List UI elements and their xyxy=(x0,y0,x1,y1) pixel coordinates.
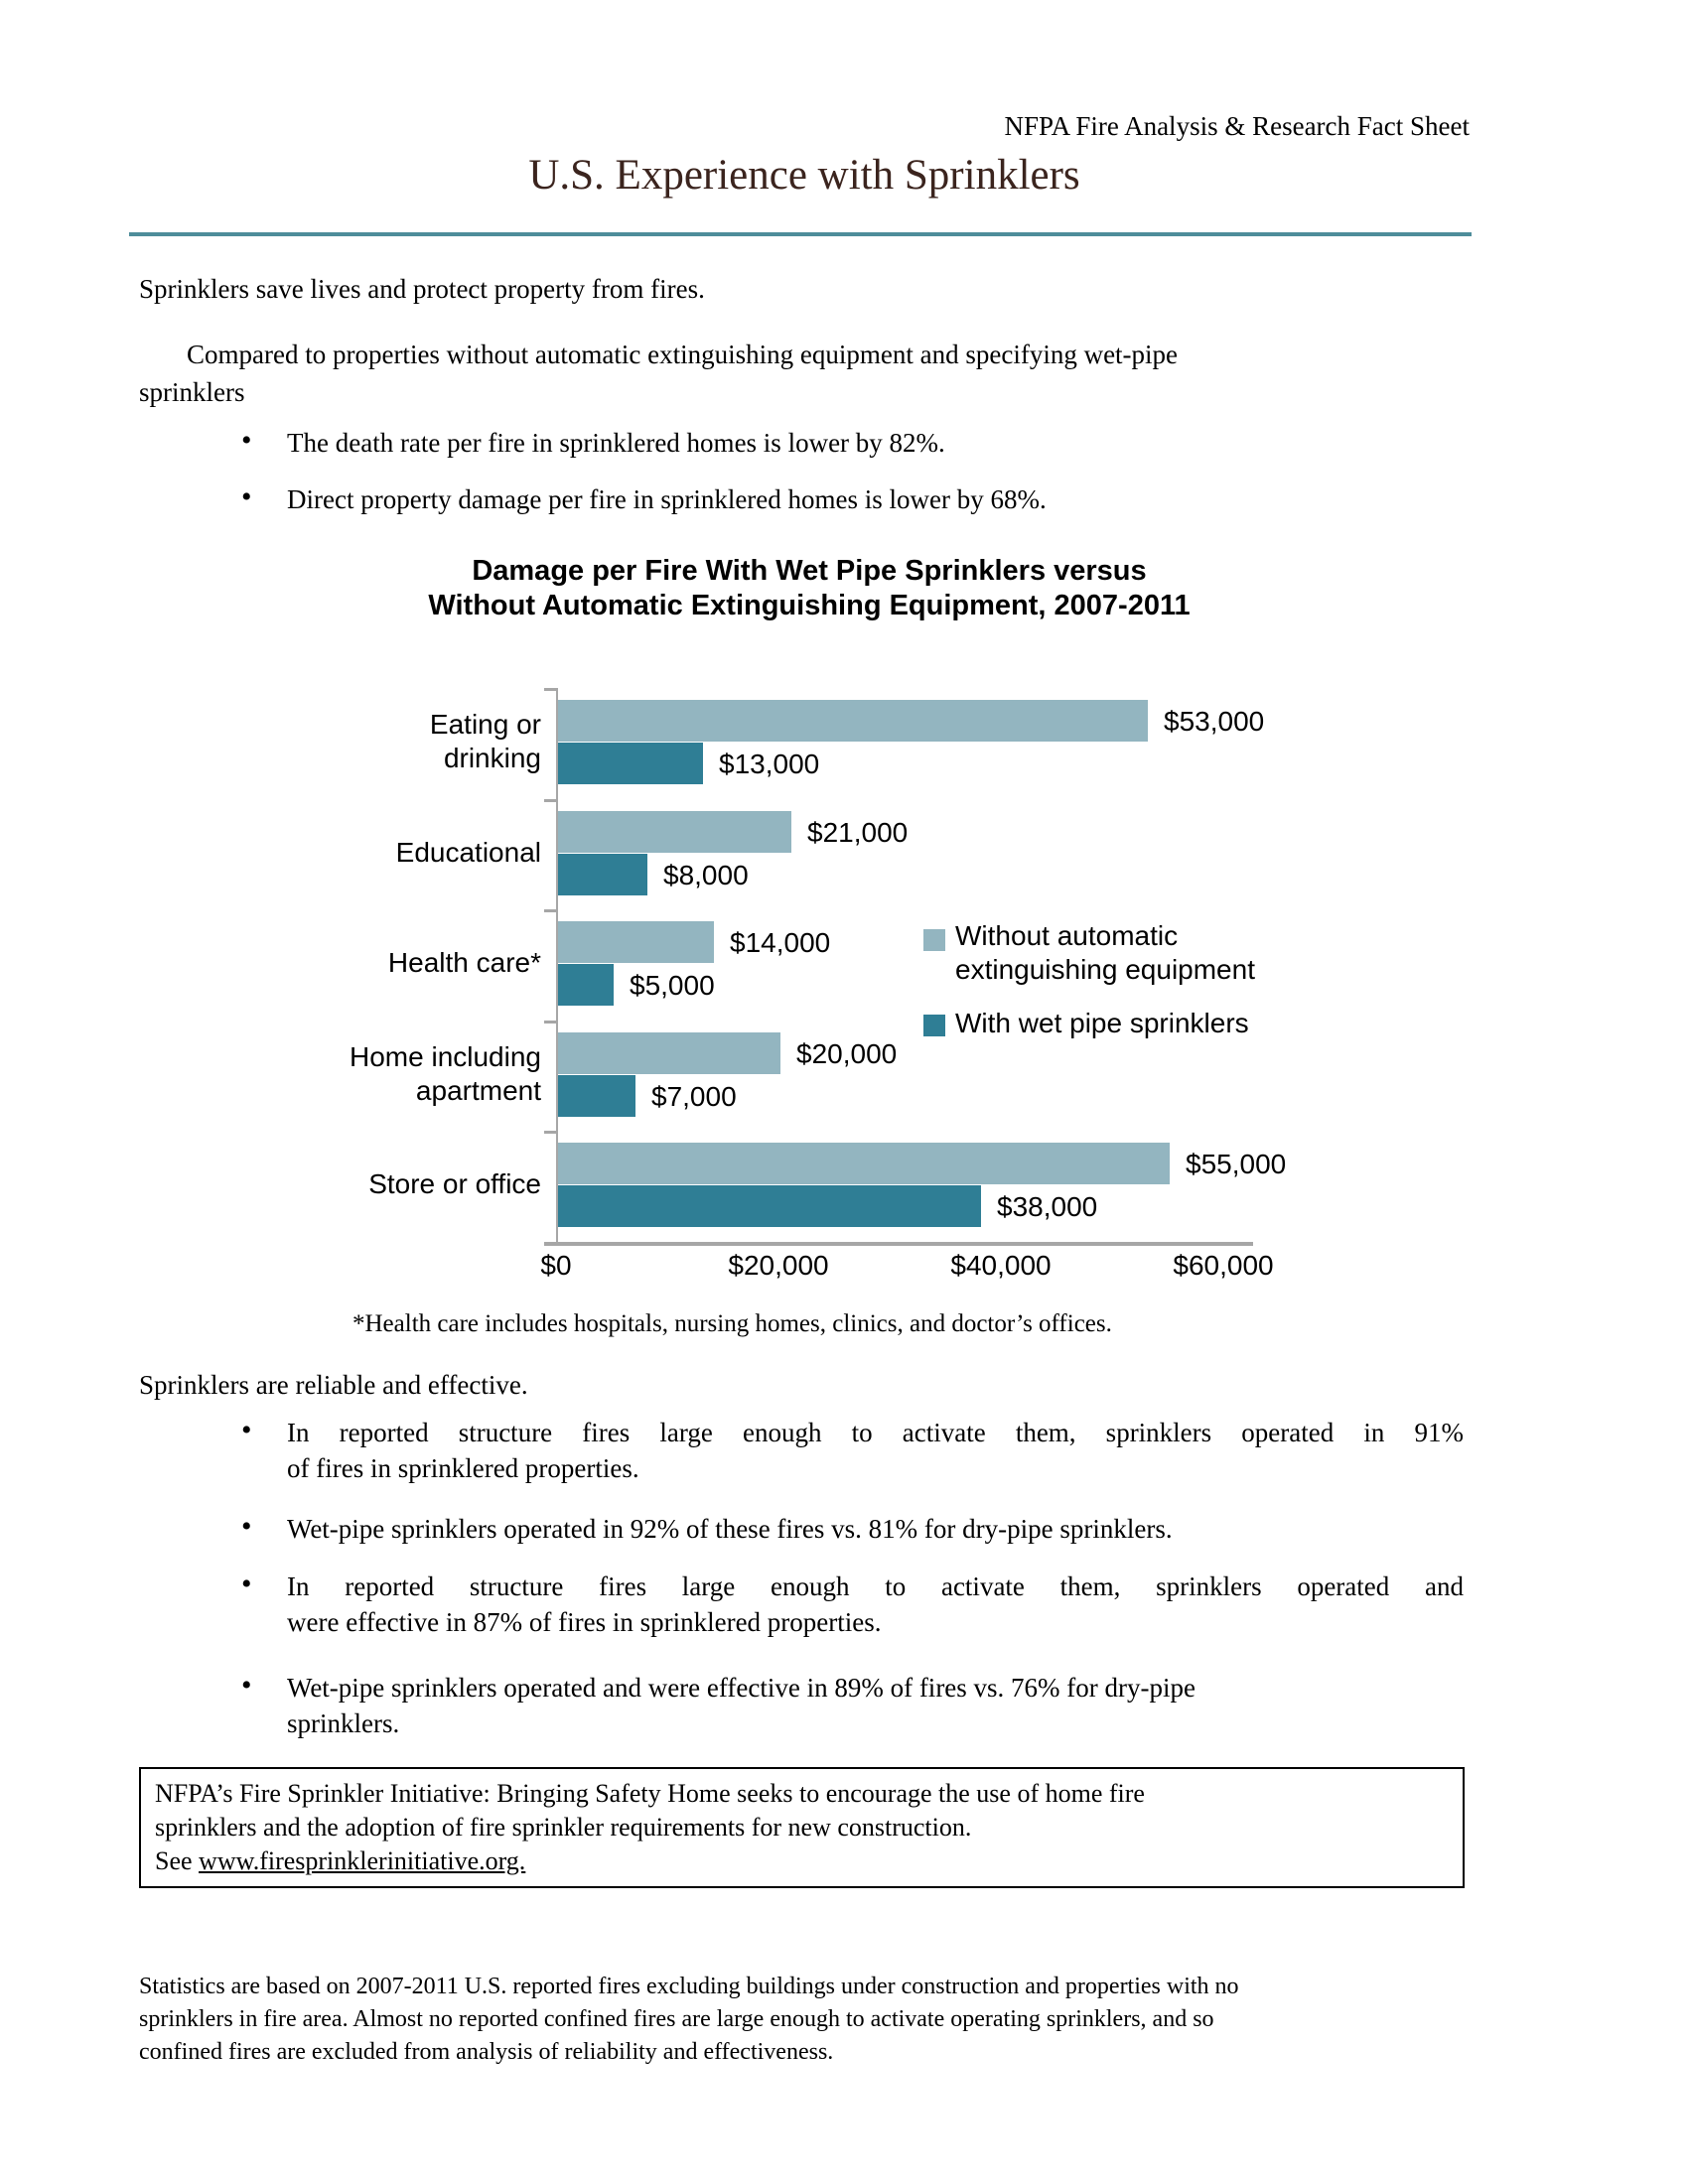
bar-with-4 xyxy=(558,1185,981,1227)
fire-sprinkler-initiative-box xyxy=(139,1767,1465,1888)
page-title: U.S. Experience with Sprinklers xyxy=(528,152,1080,199)
reliability-heading: Sprinklers are reliable and effective. xyxy=(139,1370,528,1400)
legend-swatch-without xyxy=(923,929,945,951)
see-prefix: See xyxy=(155,1846,200,1875)
chart-x-tick-label: $0 xyxy=(540,1250,572,1281)
chart-category-label: Home including apartment xyxy=(350,1041,541,1106)
chart-category-tick xyxy=(544,688,556,691)
fire-sprinkler-initiative-link[interactable]: www.firesprinklerinitiative.org. xyxy=(199,1846,526,1875)
statistics-basis-note: Statistics are based on 2007-2011 U.S. reported fires excluding buildings under construction and properties with no sprinklers in fire area. Almost no reported confined fires are large enough to activate operating sprinklers, and so confined fires are excluded from analysis of reliability and effectiveness. xyxy=(139,1974,1239,2065)
chart-x-tick-label: $60,000 xyxy=(1173,1250,1274,1281)
bar-with-1 xyxy=(558,854,647,895)
bar-value-label: $5,000 xyxy=(630,970,715,1001)
chart-category-label: Store or office xyxy=(368,1168,541,1199)
legend-label-without: Without automatic extinguishing equipment xyxy=(955,920,1255,985)
bar-with-0 xyxy=(558,743,703,784)
title-divider-rule xyxy=(129,232,1472,236)
reliability-bullet-wet-vs-dry-effective: • Wet-pipe sprinklers operated and were effective in 89% of fires vs. 76% for dry-pipe sprinklers. xyxy=(287,1670,1464,1741)
compare-paragraph: Compared to properties without automatic extinguishing equipment and specifying wet-pipe sprinklers xyxy=(139,340,1179,407)
bar-value-label: $8,000 xyxy=(663,860,749,890)
bar-value-label: $21,000 xyxy=(807,817,909,848)
bar-with-2 xyxy=(558,964,614,1006)
initiative-box-see-line xyxy=(155,1844,1449,1878)
bar-value-label: $53,000 xyxy=(1164,706,1265,737)
bar-without-1 xyxy=(558,811,791,853)
bar-value-label: $20,000 xyxy=(796,1038,898,1069)
intro-bullet-property-damage: • Direct property damage per fire in sprinklered homes is lower by 68%. xyxy=(287,481,1464,517)
bar-value-label: $13,000 xyxy=(719,749,820,779)
bar-without-2 xyxy=(558,921,714,963)
bar-value-label: $38,000 xyxy=(997,1191,1098,1222)
bar-without-3 xyxy=(558,1032,780,1074)
legend-label-with: With wet pipe sprinklers xyxy=(955,1008,1249,1038)
bar-value-label: $55,000 xyxy=(1186,1149,1287,1179)
bar-without-4 xyxy=(558,1143,1170,1184)
chart-category-label: Health care* xyxy=(387,947,541,978)
chart-category-tick xyxy=(544,1021,556,1024)
intro-bullet-death-rate: • The death rate per fire in sprinklered homes is lower by 82%. xyxy=(287,425,1464,461)
chart-y-axis-line xyxy=(556,688,558,1242)
lead-sentence: Sprinklers save lives and protect property from fires. xyxy=(139,274,705,304)
reliability-bullet-wet-vs-dry-operated: • Wet-pipe sprinklers operated in 92% of these fires vs. 81% for dry-pipe sprinklers. xyxy=(287,1511,1464,1547)
chart-title: Damage per Fire With Wet Pipe Sprinklers versus Without Automatic Extinguishing Equipment, 2007-2011 xyxy=(428,555,1191,621)
bar-value-label: $14,000 xyxy=(730,927,831,958)
bar-with-3 xyxy=(558,1075,635,1117)
chart-category-tick xyxy=(544,1131,556,1134)
chart-x-axis-line xyxy=(544,1242,1253,1246)
chart-category-label: Eating or drinking xyxy=(429,709,541,773)
reliability-bullet-effective-87: • In reported structure fires large enough to activate them, sprinklers operated and were effective in 87% of fires in sprinklered properties. xyxy=(287,1569,1464,1640)
reliability-bullet-operated-91: • In reported structure fires large enough to activate them, sprinklers operated in 91% of fires in sprinklered properties. xyxy=(287,1415,1464,1486)
initiative-box-text: NFPA’s Fire Sprinkler Initiative: Bringing Safety Home seeks to encourage the use of home fire sprinklers and the adoption of fire sprinkler requirements for new construction. xyxy=(155,1779,1145,1842)
chart-category-tick xyxy=(544,799,556,802)
chart-category-label: Educational xyxy=(395,837,541,868)
bar-without-0 xyxy=(558,700,1148,742)
document-tagline: NFPA Fire Analysis & Research Fact Sheet xyxy=(1004,111,1470,141)
chart-x-tick-label: $40,000 xyxy=(950,1250,1052,1281)
legend-swatch-with xyxy=(923,1015,945,1036)
bar-value-label: $7,000 xyxy=(651,1081,737,1112)
chart-x-tick-label: $20,000 xyxy=(728,1250,829,1281)
chart-footnote: *Health care includes hospitals, nursing homes, clinics, and doctor’s offices. xyxy=(352,1310,1112,1337)
chart-category-tick xyxy=(544,909,556,912)
